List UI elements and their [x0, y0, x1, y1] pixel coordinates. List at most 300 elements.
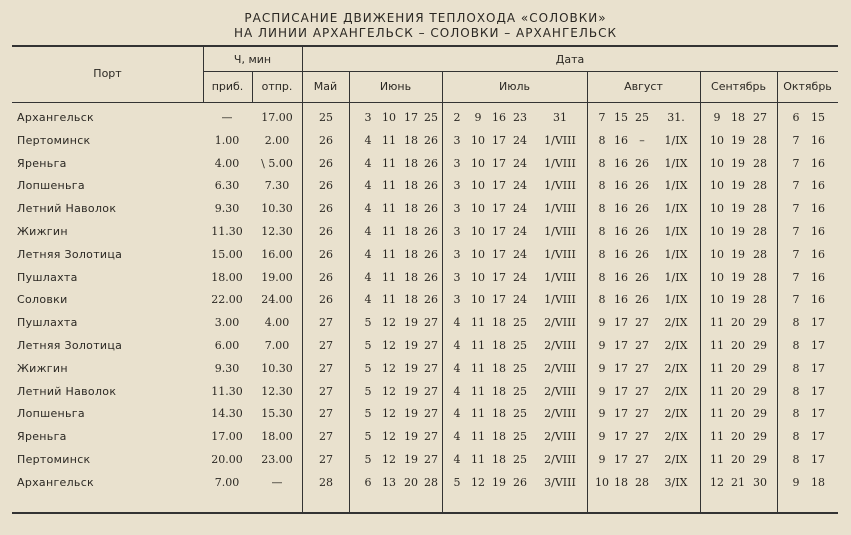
header-date-group: Дата	[555, 53, 585, 66]
cell-jul: 1/VIII	[544, 156, 576, 170]
cell-aug: 9	[598, 339, 606, 352]
cell-jun: 4	[364, 225, 372, 238]
cell-jul: 10	[471, 247, 485, 261]
cell-sep: 11	[710, 316, 724, 330]
cell-jun: 27	[424, 407, 438, 421]
cell-oct: 7	[792, 247, 800, 261]
header-month-june: Июнь	[379, 80, 412, 93]
port-name: Яреньга	[17, 156, 67, 170]
cell-jul: 3	[453, 293, 461, 307]
cell-aug: 8	[598, 179, 606, 193]
cell-jul: 17	[492, 225, 506, 238]
cell-jul: 1/VIII	[544, 293, 576, 307]
schedule-subtitle: НА ЛИНИИ АРХАНГЕЛЬСК – СОЛОВКИ – АРХАНГЕЛЬСК	[233, 26, 618, 40]
cell-jul: 18	[492, 384, 506, 398]
cell-oct: 17	[811, 430, 825, 444]
cell-oct: 8	[792, 384, 800, 398]
cell-jun: 5	[364, 361, 372, 375]
cell-aug: 1/IX	[664, 293, 688, 307]
cell-oct: 7	[792, 270, 800, 284]
cell-jul: 24	[513, 225, 527, 238]
cell-sep: 19	[731, 270, 745, 284]
header-subrule-date	[302, 71, 838, 72]
cell-aug: 17	[614, 361, 628, 375]
cell-may: 26	[319, 156, 333, 170]
cell-oct: 6	[792, 111, 800, 124]
cell-may: 26	[319, 179, 333, 193]
cell-jun: 11	[382, 293, 396, 307]
cell-arr: 11.30	[211, 225, 243, 238]
cell-aug: 17	[614, 316, 628, 330]
cell-jul: 10	[471, 270, 485, 284]
cell-jul: 2/VIII	[544, 407, 576, 421]
cell-oct: 7	[792, 133, 800, 147]
cell-oct: 16	[811, 293, 825, 307]
cell-sep: 20	[731, 361, 745, 375]
cell-dep: 16.00	[261, 247, 293, 261]
cell-jul: 12	[471, 475, 485, 489]
cell-sep: 20	[731, 316, 745, 330]
cell-oct: 7	[792, 179, 800, 193]
cell-arr: 6.00	[214, 339, 240, 352]
cell-jun: 11	[382, 202, 396, 216]
cell-dep: 23.00	[261, 453, 293, 466]
cell-jun: 12	[382, 316, 396, 330]
cell-jun: 26	[424, 293, 438, 307]
cell-aug: 2/IX	[664, 430, 688, 444]
cell-jul: 2/VIII	[544, 453, 576, 466]
time-date-divider	[302, 47, 303, 512]
cell-aug: 16	[614, 202, 628, 216]
cell-jul: 25	[513, 316, 527, 330]
cell-sep: 20	[731, 430, 745, 444]
cell-jul: 11	[471, 384, 485, 398]
cell-aug: 27	[635, 453, 649, 466]
cell-jun: 18	[404, 270, 418, 284]
cell-may: 26	[319, 293, 333, 307]
cell-jun: 11	[382, 270, 396, 284]
cell-dep: 2.00	[264, 133, 290, 147]
cell-aug: 8	[598, 225, 606, 238]
cell-jun: 26	[424, 156, 438, 170]
port-name: Летняя Золотица	[17, 247, 123, 261]
header-month-july: Июль	[498, 80, 530, 93]
cell-jun: 26	[424, 133, 438, 147]
cell-jul: 25	[513, 384, 527, 398]
cell-aug: 26	[635, 247, 649, 261]
cell-aug: 17	[614, 339, 628, 352]
cell-sep: 28	[753, 179, 767, 193]
cell-arr: 11.30	[211, 384, 243, 398]
cell-may: 26	[319, 202, 333, 216]
cell-sep: 20	[731, 453, 745, 466]
cell-jun: 19	[404, 316, 418, 330]
cell-jul: 18	[492, 430, 506, 444]
cell-jul: 17	[492, 156, 506, 170]
cell-arr: 22.00	[211, 293, 243, 307]
cell-aug: 2/IX	[664, 316, 688, 330]
cell-dep: 18.00	[261, 430, 293, 444]
port-name: Яреньга	[17, 430, 67, 444]
cell-aug: 1/IX	[664, 179, 688, 193]
cell-jun: 5	[364, 453, 372, 466]
cell-oct: 7	[792, 156, 800, 170]
cell-jul: 31	[553, 111, 567, 124]
cell-jul: 19	[492, 475, 506, 489]
port-name: Архангельск	[17, 475, 95, 489]
cell-sep: 29	[753, 407, 767, 421]
cell-sep: 20	[731, 384, 745, 398]
cell-sep: 29	[753, 361, 767, 375]
cell-sep: 30	[753, 475, 767, 489]
cell-aug: –	[639, 133, 645, 147]
cell-aug: 27	[635, 384, 649, 398]
cell-sep: 11	[710, 407, 724, 421]
cell-may: 27	[319, 407, 333, 421]
cell-jun: 6	[364, 475, 372, 489]
cell-aug: 26	[635, 270, 649, 284]
cell-jun: 11	[382, 179, 396, 193]
cell-jun: 26	[424, 202, 438, 216]
cell-aug: 2/IX	[664, 361, 688, 375]
cell-may: 26	[319, 247, 333, 261]
cell-jul: 18	[492, 453, 506, 466]
cell-jun: 18	[404, 156, 418, 170]
cell-jun: 18	[404, 133, 418, 147]
port-name: Жижгин	[17, 225, 68, 238]
cell-jul: 17	[492, 133, 506, 147]
cell-dep: 10.30	[261, 361, 293, 375]
cell-jun: 27	[424, 384, 438, 398]
cell-sep: 19	[731, 293, 745, 307]
cell-aug: 8	[598, 133, 606, 147]
cell-jul: 11	[471, 407, 485, 421]
cell-aug: 16	[614, 293, 628, 307]
cell-jun: 26	[424, 270, 438, 284]
cell-jul: 10	[471, 179, 485, 193]
cell-jun: 12	[382, 430, 396, 444]
cell-jun: 12	[382, 339, 396, 352]
cell-aug: 2/IX	[664, 407, 688, 421]
cell-arr: 3.00	[214, 316, 240, 330]
cell-jul: 10	[471, 293, 485, 307]
cell-jun: 4	[364, 293, 372, 307]
cell-aug: 8	[598, 156, 606, 170]
cell-may: 27	[319, 361, 333, 375]
bottom-rule	[12, 512, 838, 514]
cell-oct: 17	[811, 316, 825, 330]
cell-sep: 19	[731, 179, 745, 193]
cell-sep: 9	[713, 111, 721, 124]
cell-oct: 18	[811, 475, 825, 489]
cell-jun: 5	[364, 339, 372, 352]
cell-jul: 2	[453, 111, 461, 124]
port-name: Пертоминск	[17, 133, 91, 147]
cell-aug: 27	[635, 430, 649, 444]
cell-arr: 14.30	[211, 407, 243, 421]
cell-aug: 1/IX	[664, 202, 688, 216]
cell-aug: 3/IX	[664, 475, 688, 489]
cell-jul: 25	[513, 361, 527, 375]
cell-jun: 5	[364, 384, 372, 398]
cell-sep: 19	[731, 202, 745, 216]
cell-oct: 17	[811, 361, 825, 375]
cell-jun: 11	[382, 133, 396, 147]
cell-jul: 17	[492, 179, 506, 193]
cell-jul: 3	[453, 202, 461, 216]
cell-sep: 11	[710, 339, 724, 352]
cell-aug: 2/IX	[664, 339, 688, 352]
cell-dep: —	[271, 475, 283, 489]
cell-may: 25	[319, 111, 333, 124]
cell-may: 26	[319, 133, 333, 147]
cell-arr: 18.00	[211, 270, 243, 284]
cell-aug: 1/IX	[664, 225, 688, 238]
cell-aug: 8	[598, 270, 606, 284]
cell-jul: 3	[453, 270, 461, 284]
cell-jul: 11	[471, 316, 485, 330]
cell-jun: 19	[404, 361, 418, 375]
cell-aug: 9	[598, 361, 606, 375]
cell-sep: 29	[753, 384, 767, 398]
cell-jun: 27	[424, 316, 438, 330]
cell-dep: 24.00	[261, 293, 293, 307]
cell-jul: 11	[471, 339, 485, 352]
cell-oct: 9	[792, 475, 800, 489]
cell-aug: 27	[635, 361, 649, 375]
cell-aug: 9	[598, 430, 606, 444]
cell-jul: 4	[453, 430, 461, 444]
cell-jun: 4	[364, 133, 372, 147]
cell-aug: 1/IX	[664, 133, 688, 147]
cell-dep: 4.00	[264, 316, 290, 330]
cell-jul: 24	[513, 179, 527, 193]
cell-aug: 27	[635, 339, 649, 352]
cell-jun: 19	[404, 384, 418, 398]
cell-jul: 24	[513, 156, 527, 170]
cell-jul: 24	[513, 247, 527, 261]
cell-oct: 7	[792, 293, 800, 307]
cell-jun: 18	[404, 225, 418, 238]
cell-sep: 10	[710, 179, 724, 193]
cell-jun: 18	[404, 202, 418, 216]
cell-aug: 8	[598, 202, 606, 216]
cell-jun: 4	[364, 179, 372, 193]
cell-jul: 4	[453, 361, 461, 375]
cell-jun: 20	[404, 475, 418, 489]
cell-dep: 19.00	[261, 270, 293, 284]
cell-jun: 27	[424, 339, 438, 352]
cell-aug: 8	[598, 247, 606, 261]
schedule-title: РАСПИСАНИЕ ДВИЖЕНИЯ ТЕПЛОХОДА «СОЛОВКИ»	[244, 11, 607, 25]
cell-sep: 19	[731, 133, 745, 147]
cell-arr: 7.00	[214, 475, 240, 489]
cell-oct: 16	[811, 270, 825, 284]
cell-jun: 12	[382, 361, 396, 375]
cell-dep: 15.30	[261, 407, 293, 421]
cell-oct: 16	[811, 133, 825, 147]
cell-jul: 4	[453, 407, 461, 421]
header-month-may: Май	[313, 80, 338, 93]
port-name: Пушлахта	[17, 270, 78, 284]
cell-arr: 9.30	[214, 361, 240, 375]
cell-jul: 2/VIII	[544, 384, 576, 398]
cell-aug: 9	[598, 407, 606, 421]
cell-sep: 21	[731, 475, 745, 489]
cell-sep: 28	[753, 247, 767, 261]
cell-jul: 10	[471, 156, 485, 170]
cell-jul: 26	[513, 475, 527, 489]
cell-jul: 3/VIII	[544, 475, 576, 489]
cell-aug: 16	[614, 225, 628, 238]
cell-oct: 17	[811, 453, 825, 466]
cell-oct: 16	[811, 202, 825, 216]
cell-arr: 15.00	[211, 247, 243, 261]
cell-jul: 24	[513, 133, 527, 147]
cell-oct: 17	[811, 339, 825, 352]
cell-aug: 1/IX	[664, 156, 688, 170]
cell-may: 27	[319, 316, 333, 330]
cell-jul: 3	[453, 156, 461, 170]
cell-jul: 4	[453, 453, 461, 466]
header-departure: отпр.	[261, 80, 293, 93]
cell-aug: 26	[635, 293, 649, 307]
cell-oct: 8	[792, 339, 800, 352]
cell-sep: 19	[731, 156, 745, 170]
port-name: Летняя Золотица	[17, 339, 123, 352]
cell-jun: 26	[424, 225, 438, 238]
cell-sep: 28	[753, 270, 767, 284]
cell-may: 27	[319, 453, 333, 466]
cell-aug: 10	[595, 475, 609, 489]
cell-jun: 26	[424, 247, 438, 261]
cell-jul: 10	[471, 225, 485, 238]
cell-jul: 1/VIII	[544, 133, 576, 147]
cell-jun: 5	[364, 430, 372, 444]
cell-oct: 7	[792, 202, 800, 216]
cell-jun: 5	[364, 407, 372, 421]
port-name: Летний Наволок	[17, 384, 117, 398]
cell-jul: 2/VIII	[544, 430, 576, 444]
header-time-group: Ч, мин	[233, 53, 272, 66]
cell-jun: 17	[404, 111, 418, 124]
cell-sep: 10	[710, 225, 724, 238]
cell-sep: 28	[753, 133, 767, 147]
cell-jul: 1/VIII	[544, 179, 576, 193]
cell-jun: 13	[382, 475, 396, 489]
cell-oct: 8	[792, 316, 800, 330]
cell-sep: 19	[731, 247, 745, 261]
cell-oct: 16	[811, 156, 825, 170]
cell-jun: 4	[364, 247, 372, 261]
cell-jul: 25	[513, 407, 527, 421]
cell-sep: 12	[710, 475, 724, 489]
cell-aug: 17	[614, 384, 628, 398]
cell-jul: 11	[471, 453, 485, 466]
port-name: Летний Наволок	[17, 202, 117, 216]
cell-aug: 1/IX	[664, 270, 688, 284]
cell-jul: 24	[513, 293, 527, 307]
cell-aug: 9	[598, 453, 606, 466]
cell-jul: 2/VIII	[544, 361, 576, 375]
cell-arr: 17.00	[211, 430, 243, 444]
cell-sep: 10	[710, 133, 724, 147]
cell-jul: 18	[492, 339, 506, 352]
cell-arr: 6.30	[214, 179, 240, 193]
cell-aug: 18	[614, 475, 628, 489]
cell-jun: 5	[364, 316, 372, 330]
cell-sep: 11	[710, 361, 724, 375]
cell-jun: 19	[404, 430, 418, 444]
header-month-september: Сентябрь	[711, 80, 766, 93]
cell-sep: 27	[753, 111, 767, 124]
cell-jul: 3	[453, 225, 461, 238]
cell-jun: 12	[382, 407, 396, 421]
cell-sep: 29	[753, 453, 767, 466]
cell-sep: 11	[710, 453, 724, 466]
cell-may: 26	[319, 225, 333, 238]
cell-jul: 3	[453, 179, 461, 193]
cell-dep: 12.30	[261, 384, 293, 398]
cell-jun: 11	[382, 225, 396, 238]
cell-jun: 12	[382, 453, 396, 466]
cell-aug: 27	[635, 316, 649, 330]
cell-aug: 2/IX	[664, 453, 688, 466]
cell-jul: 2/VIII	[544, 339, 576, 352]
cell-sep: 29	[753, 430, 767, 444]
cell-sep: 10	[710, 247, 724, 261]
cell-jun: 4	[364, 156, 372, 170]
cell-aug: 27	[635, 407, 649, 421]
cell-jul: 25	[513, 453, 527, 466]
cell-aug: 26	[635, 179, 649, 193]
cell-jun: 19	[404, 453, 418, 466]
cell-jul: 17	[492, 247, 506, 261]
port-name: Лопшеньга	[17, 179, 85, 193]
cell-jul: 3	[453, 247, 461, 261]
header-arrival: приб.	[211, 80, 244, 93]
cell-oct: 8	[792, 361, 800, 375]
header-bottom-rule	[12, 102, 838, 103]
cell-oct: 8	[792, 453, 800, 466]
cell-jul: 2/VIII	[544, 316, 576, 330]
cell-sep: 19	[731, 225, 745, 238]
cell-may: 28	[319, 475, 333, 489]
cell-dep: 17.00	[261, 111, 293, 124]
cell-aug: 17	[614, 407, 628, 421]
cell-arr: 9.30	[214, 202, 240, 216]
cell-oct: 16	[811, 179, 825, 193]
cell-oct: 7	[792, 225, 800, 238]
port-name: Лопшеньга	[17, 407, 85, 421]
cell-arr: 4.00	[214, 156, 240, 170]
cell-aug: 31.	[667, 111, 685, 124]
cell-may: 27	[319, 430, 333, 444]
cell-jul: 11	[471, 430, 485, 444]
port-name: Жижгин	[17, 361, 68, 375]
cell-jul: 16	[492, 111, 506, 124]
cell-sep: 10	[710, 202, 724, 216]
cell-sep: 20	[731, 339, 745, 352]
cell-aug: 1/IX	[664, 247, 688, 261]
cell-sep: 11	[710, 430, 724, 444]
port-name: Пушлахта	[17, 316, 78, 330]
cell-jul: 18	[492, 407, 506, 421]
cell-oct: 8	[792, 407, 800, 421]
cell-jun: 27	[424, 430, 438, 444]
cell-aug: 8	[598, 293, 606, 307]
cell-jun: 12	[382, 384, 396, 398]
